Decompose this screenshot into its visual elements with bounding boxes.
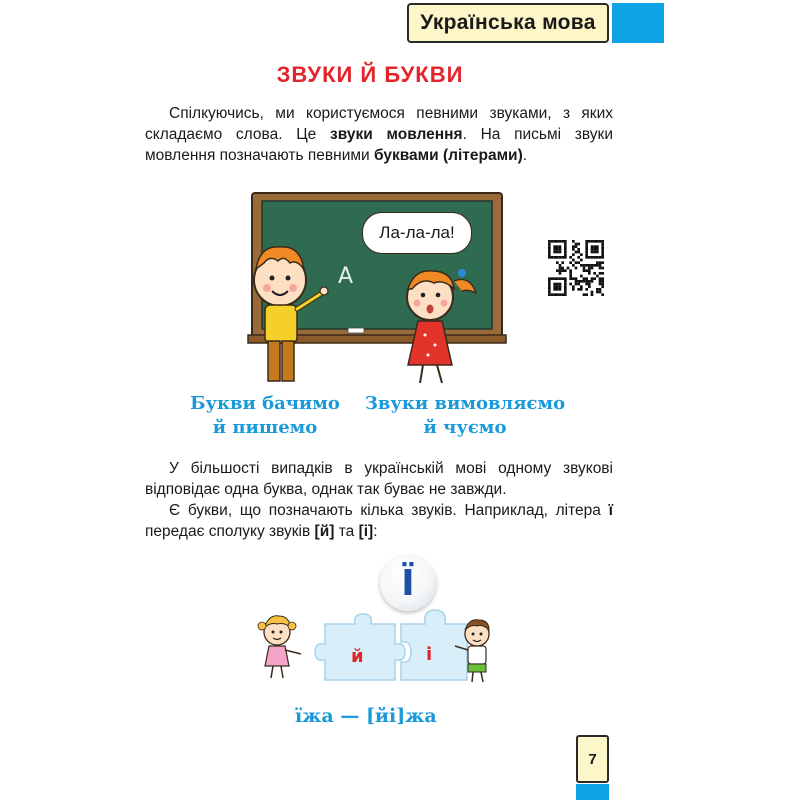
caption-letters-line1: Букви бачимо	[190, 393, 340, 414]
example-text-1: Є букви, що позначають кілька звуків. Наприклад, літера	[169, 502, 609, 519]
page-number	[576, 735, 609, 783]
page-number-accent-bar	[576, 784, 609, 800]
qr-code[interactable]	[548, 240, 604, 301]
intro-text-1: Спілкуючись, ми користуємося певними звуками, з яких складаємо слова. Це	[145, 105, 613, 143]
intro-paragraph	[145, 103, 613, 166]
page-title: ЗВУКИ Й БУКВИ	[276, 62, 464, 87]
intro-bold-1: звуки мовлення	[330, 126, 463, 143]
subject-header	[407, 3, 609, 43]
intro-text-2: . На письмі звуки мовлення позначають певними	[145, 126, 613, 164]
sound-puzzle	[255, 600, 495, 695]
puzzle-sound-1: й	[351, 646, 364, 667]
example-bold-sound1: [й]	[314, 523, 335, 540]
example-paragraph	[145, 500, 613, 542]
caption-sounds-line2: й чуємо	[423, 417, 507, 438]
caption-letters-line2: й пишемо	[212, 417, 318, 438]
puzzle-sound-2: і	[426, 644, 433, 665]
caption-sounds	[360, 392, 570, 440]
caption-letters	[165, 392, 365, 440]
example-text-3: та	[334, 523, 359, 540]
subject-label: Українська мова	[420, 11, 596, 34]
small-girl-figure	[258, 616, 301, 678]
rule-text: У більшості випадків в українській мові одному звукові відповідає одна буква, однак так буває не завжди.	[145, 460, 613, 498]
word-example: їжа — [йі]жа	[295, 705, 437, 727]
page-number-text: 7	[588, 750, 597, 768]
letter-ball-text: Ї	[401, 562, 415, 604]
chalkboard-illustration	[230, 185, 510, 395]
chalk-letter: А	[338, 264, 354, 289]
intro-bold-2: буквами (літерами)	[373, 147, 523, 164]
example-bold-sound2: [і]	[358, 523, 374, 540]
caption-sounds-line1: Звуки вимовляємо	[364, 393, 566, 414]
example-text-2: передає сполуку звуків	[145, 523, 315, 540]
header-accent-bar	[612, 3, 664, 43]
example-bold-letter: ї	[608, 502, 613, 519]
rule-paragraph	[145, 458, 613, 500]
example-text-4: :	[373, 523, 378, 540]
speech-bubble-text: Ла-ла-ла!	[379, 223, 455, 242]
intro-text-3: .	[522, 147, 528, 164]
speech-bubble	[362, 212, 472, 254]
